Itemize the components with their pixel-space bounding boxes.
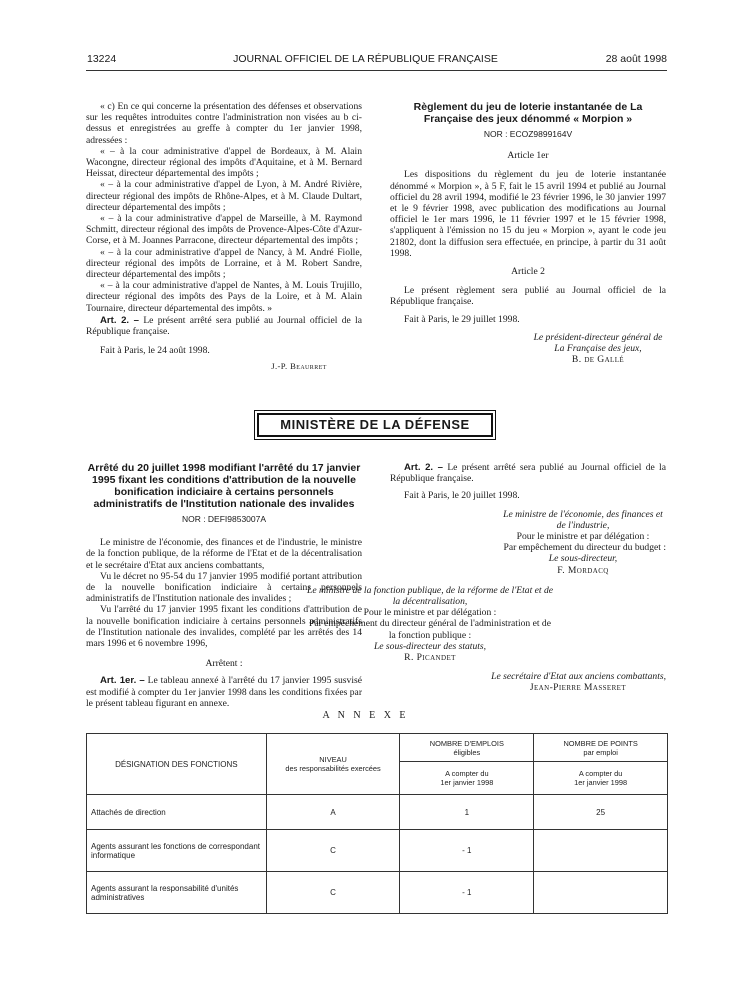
arretent: Arrêtent : bbox=[205, 658, 243, 670]
table-row bbox=[87, 872, 668, 914]
niveau-cell: C bbox=[266, 830, 400, 872]
signatory-title: Le secrétaire d'Etat aux anciens combattants, bbox=[491, 671, 666, 683]
paragraph: « c) En ce qui concerne la présentation des défenses et observations sur les requêtes introduites contre l'administration non visées au b ci-dessus et enregistrées au greffe à compter du 1er janvier 1998, adressées : bbox=[86, 101, 362, 146]
article-2: Art. 2. – Le présent arrêté sera publié au Journal officiel de la République française. bbox=[390, 462, 666, 485]
signatory-title: Le ministre de l'économie, des finances et de l'industrie, bbox=[503, 508, 663, 531]
signatory-title: Le président-directeur général de La Française des jeux, bbox=[533, 331, 663, 355]
emplois-cell: - 1 bbox=[400, 872, 534, 914]
paragraph: « – à la cour administrative d'appel de Marseille, à M. Raymond Schmitt, directeur régional des impôts de Provence-Alpes-Côte d'Azur-Corse, et à M. Joannes Parracone, directeur départemental des impôts ; bbox=[86, 213, 362, 247]
signature: Jean-Pierre Masseret bbox=[529, 682, 626, 694]
column-subheader: A compter du 1er janvier 1998 bbox=[534, 762, 668, 795]
issue-date: 28 août 1998 bbox=[605, 53, 667, 65]
right-top-column bbox=[390, 101, 666, 365]
emplois-cell: 1 bbox=[400, 795, 534, 830]
paragraph: Vu l'arrêté du 17 janvier 1995 fixant les conditions d'attribution de la nouvelle bonification indiciaire à certains personnels administratifs de l'Institution nationale des invalides, complété par les arrêtés des 14 mars 1996 et 6 novembre 1996, bbox=[86, 604, 362, 650]
signatory-role: Le sous-directeur des statuts, bbox=[373, 640, 487, 652]
paragraph: Vu le décret no 95-54 du 17 janvier 1995 modifié portant attribution de la nouvelle bonification indiciaire à certains personnels administratifs de l'Institution nationale des invalides ; bbox=[86, 570, 362, 605]
column-header: NIVEAU des responsabilités exercées bbox=[266, 734, 400, 795]
article-label: Art. 2. – bbox=[404, 462, 444, 473]
delegation-line: Par empêchement du directeur général de l'administration et de la fonction publique : bbox=[308, 618, 551, 641]
niveau-cell: C bbox=[266, 872, 400, 914]
designation-cell: Agents assurant la responsabilité d'unités administratives bbox=[87, 872, 267, 914]
emplois-cell: - 1 bbox=[400, 830, 534, 872]
annexe-title: A N N E X E bbox=[322, 710, 409, 721]
paragraph: Les dispositions du règlement du jeu de loterie instantanée dénommé « Morpion », à 5 F, fait le 15 avril 1994 et publié au Journal officiel du 28 avril 1994, modifié le 23 février 1996, le 30 janvier 1997 et le 9 février 1998, avec publication des modifications au Journal officiel le 1er mars 1996, le 11 février 1997 et le 15 février 1998, s'appliquent à l'émission no 15 du jeu « Morpion », ayant le code jeu 21802, dont la diffusion sera effectuée, en principe, à partir du 31 août 1998. bbox=[390, 169, 666, 259]
column-header: DÉSIGNATION DES FONCTIONS bbox=[87, 734, 267, 795]
signatory-title: Le ministre de la fonction publique, de la réforme de l'Etat et de la décentralisation, bbox=[306, 584, 554, 608]
ministry-banner: MINISTÈRE DE LA DÉFENSE bbox=[257, 413, 493, 437]
header-rule bbox=[86, 70, 667, 71]
left-top-column bbox=[86, 101, 362, 373]
paragraph: « – à la cour administrative d'appel de Bordeaux, à M. Alain Wacongne, directeur régional des impôts d'Aquitaine, et à M. Bernard Heissat, directeur départemental des impôts ; bbox=[86, 145, 362, 180]
decree-title: Règlement du jeu de loterie instantanée de La Française des jeux dénommé « Morpion » bbox=[413, 101, 643, 125]
delegation-line: Par empêchement du directeur du budget : bbox=[503, 542, 666, 554]
article-2: Art. 2. – Le présent arrêté sera publié au Journal officiel de la République française. bbox=[86, 314, 362, 338]
table-row bbox=[87, 795, 668, 830]
signatory-role: Le sous-directeur, bbox=[548, 553, 618, 565]
column-header: NOMBRE D'EMPLOIS éligibles bbox=[400, 734, 534, 762]
delegation-line: Pour le ministre et par délégation : bbox=[516, 531, 650, 543]
article-heading: Article 2 bbox=[511, 266, 545, 278]
journal-title: JOURNAL OFFICIEL DE LA RÉPUBLIQUE FRANÇAISE bbox=[233, 53, 498, 65]
points-cell bbox=[534, 830, 668, 872]
right-bottom-column bbox=[306, 462, 666, 694]
niveau-cell: A bbox=[266, 795, 400, 830]
article-label: Art. 2. – bbox=[100, 314, 140, 326]
designation-cell: Attachés de direction bbox=[87, 795, 267, 830]
signature: F. Mordacq bbox=[557, 564, 609, 576]
points-cell bbox=[534, 872, 668, 914]
signature: J.-P. Beaurret bbox=[271, 361, 327, 372]
table-row bbox=[87, 830, 668, 872]
signature: R. Picandet bbox=[404, 652, 456, 664]
page-number: 13224 bbox=[87, 53, 117, 65]
nor-code: NOR : DEFI9853007A bbox=[181, 514, 267, 524]
decree-title: Arrêté du 20 juillet 1998 modifiant l'arrêté du 17 janvier 1995 fixant les conditions d'attribution de la nouvelle bonification indiciaire à certains personnels administratifs de l'Institution nationale des invalides bbox=[87, 462, 361, 510]
column-header: NOMBRE DE POINTS par emploi bbox=[534, 734, 668, 762]
article-1: Art. 1er. – Le tableau annexé à l'arrêté du 17 janvier 1995 susvisé est modifié à compter du 1er janvier 1998 dans les conditions fixées par le présent tableau figurant en annexe. bbox=[86, 675, 363, 709]
article-heading: Article 1er bbox=[507, 150, 549, 162]
designation-cell: Agents assurant les fonctions de correspondant informatique bbox=[87, 830, 267, 872]
paragraph: « – à la cour administrative d'appel de Nantes, à M. Louis Trujillo, directeur régional des impôts des Pays de la Loire, et à M. Alain Tournaire, directeur départemental des impôts. » bbox=[86, 280, 362, 314]
delegation-line: Pour le ministre et par délégation : bbox=[363, 607, 497, 619]
points-cell: 25 bbox=[534, 795, 668, 830]
paragraph: Le présent règlement sera publié au Journal officiel de la République française. bbox=[390, 285, 666, 308]
done-at: Fait à Paris, le 29 juillet 1998. bbox=[404, 313, 520, 325]
paragraph: « – à la cour administrative d'appel de Nancy, à M. André Fiolle, directeur régional des impôts de Lorraine, et à M. Robert Sandre, directeur départemental des impôts ; bbox=[86, 246, 362, 281]
article-label: Art. 1er. – bbox=[100, 675, 145, 687]
done-at: Fait à Paris, le 24 août 1998. bbox=[100, 345, 210, 357]
nor-code: NOR : ECOZ9899164V bbox=[483, 129, 573, 139]
page-header bbox=[0, 50, 731, 70]
paragraph: « – à la cour administrative d'appel de Lyon, à M. André Rivière, directeur régional des impôts de Rhône-Alpes, et à M. Claude Dultart, directeur départemental des impôts ; bbox=[86, 179, 362, 213]
column-subheader: A compter du 1er janvier 1998 bbox=[400, 762, 534, 795]
paragraph: Le ministre de l'économie, des finances et de l'industrie, le ministre de la fonction publique, de la réforme de l'Etat et de la décentralisation et le secrétaire d'Etat aux anciens combattants, bbox=[86, 537, 362, 571]
done-at: Fait à Paris, le 20 juillet 1998. bbox=[404, 490, 520, 502]
signature: B. de Gallé bbox=[571, 354, 625, 366]
annexe-table bbox=[86, 733, 668, 914]
